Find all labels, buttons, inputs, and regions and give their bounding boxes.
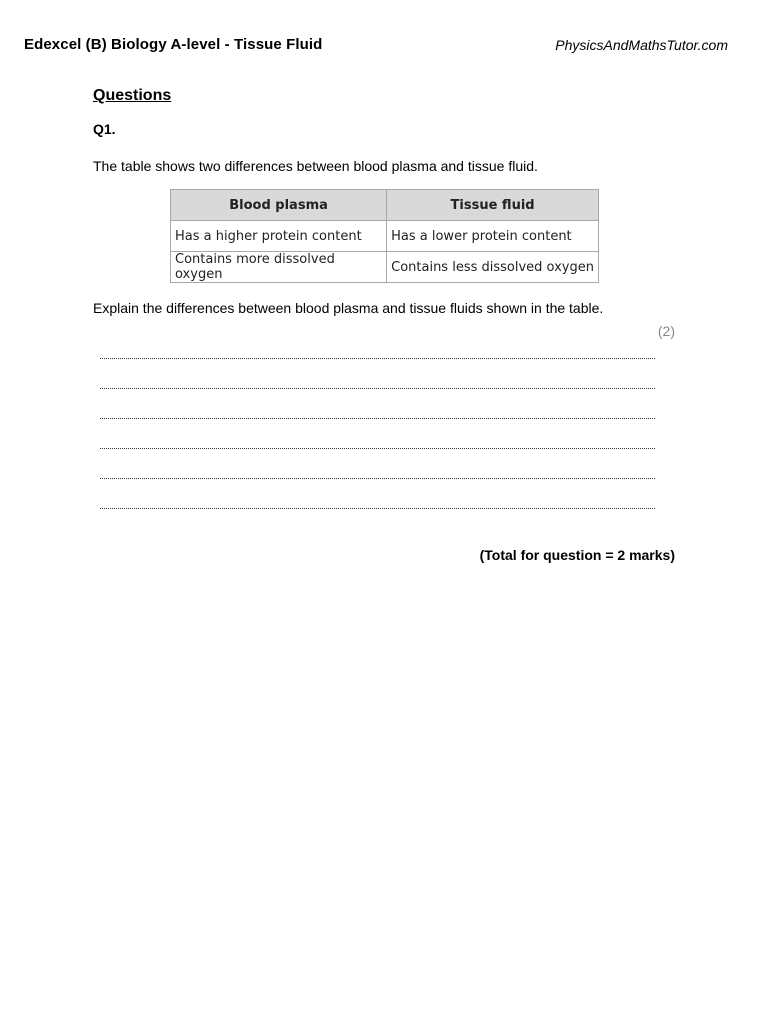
answer-line[interactable] <box>100 418 655 419</box>
answer-line[interactable] <box>100 508 655 509</box>
table-cell: Has a lower protein content <box>387 221 599 252</box>
answer-line[interactable] <box>100 358 655 359</box>
question-prompt: Explain the differences between blood plasma and tissue fluids shown in the table. <box>93 300 604 316</box>
question-number: Q1. <box>93 121 116 137</box>
table-row <box>171 221 599 252</box>
table-header-cell: Blood plasma <box>171 190 387 221</box>
answer-line[interactable] <box>100 478 655 479</box>
table-header-cell: Tissue fluid <box>387 190 599 221</box>
comparison-table <box>170 189 599 283</box>
site-name: PhysicsAndMathsTutor.com <box>555 37 728 53</box>
table-cell: Contains more dissolved oxygen <box>171 252 387 283</box>
answer-line[interactable] <box>100 448 655 449</box>
question-intro: The table shows two differences between blood plasma and tissue fluid. <box>93 158 538 174</box>
section-title: Questions <box>93 87 172 104</box>
marks-available: (2) <box>657 323 675 339</box>
answer-line[interactable] <box>100 388 655 389</box>
question-total: (Total for question = 2 marks) <box>479 547 675 563</box>
table-cell: Has a higher protein content <box>171 221 387 252</box>
table-cell: Contains less dissolved oxygen <box>387 252 599 283</box>
table-header-row <box>171 190 599 221</box>
table-row <box>171 252 599 283</box>
document-title: Edexcel (B) Biology A-level - Tissue Fluid <box>24 36 323 53</box>
